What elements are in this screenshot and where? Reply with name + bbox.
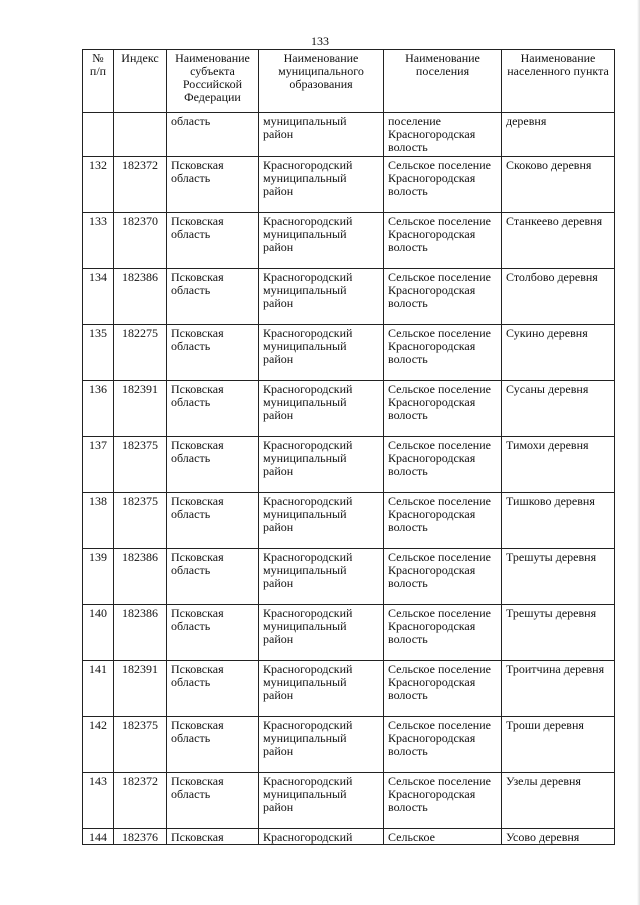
header-municipality: Наименование муниципального образования [259,50,384,113]
cell-number: 135 [83,325,114,381]
cell-index [114,113,167,157]
cell-locality: деревня [502,113,615,157]
table-row [83,773,615,829]
cell-index: 182391 [114,661,167,717]
cell-subject: Псковская область [167,661,259,717]
cell-subject: Псковская область [167,157,259,213]
cell-municipality: Красногородский муниципальный район [259,549,384,605]
table-row [83,605,615,661]
cell-number [83,113,114,157]
cell-index: 182375 [114,717,167,773]
table-row [83,325,615,381]
cell-subject: Псковская область [167,773,259,829]
cell-number: 141 [83,661,114,717]
cell-number: 144 [83,829,114,845]
cell-municipality: Красногородский муниципальный район [259,437,384,493]
cell-municipality: Красногородский муниципальный район [259,493,384,549]
cell-municipality: Красногородский муниципальный район [259,381,384,437]
cell-number: 139 [83,549,114,605]
table-row [83,549,615,605]
cell-settlement: Сельское поселение Красногородская волость [384,605,502,661]
cell-index: 182275 [114,325,167,381]
cell-locality: Сукино деревня [502,325,615,381]
cell-subject: Псковская область [167,605,259,661]
cell-settlement: поселение Красногородская волость [384,113,502,157]
cell-index: 182391 [114,381,167,437]
table-row [83,437,615,493]
cell-index: 182372 [114,773,167,829]
table-row [83,661,615,717]
header-subject: Наименование субъекта Российской Федерации [167,50,259,113]
cell-settlement: Сельское поселение Красногородская волость [384,213,502,269]
cell-locality: Столбово деревня [502,269,615,325]
header-locality: Наименование населенного пункта [502,50,615,113]
cell-index: 182386 [114,549,167,605]
cell-municipality: Красногородский муниципальный район [259,773,384,829]
cell-settlement: Сельское поселение Красногородская волость [384,549,502,605]
cell-locality: Узелы деревня [502,773,615,829]
cell-municipality: Красногородский муниципальный район [259,325,384,381]
cell-locality: Троитчина деревня [502,661,615,717]
cell-number: 138 [83,493,114,549]
cell-locality: Тимохи деревня [502,437,615,493]
cell-number: 137 [83,437,114,493]
cell-subject: Псковская область [167,717,259,773]
table-header-row [83,50,615,113]
cell-index: 182386 [114,269,167,325]
cell-settlement: Сельское поселение Красногородская волость [384,157,502,213]
table-row [83,157,615,213]
cell-municipality: Красногородский муниципальный район [259,661,384,717]
cell-index: 182372 [114,157,167,213]
cell-municipality: муниципальный район [259,113,384,157]
cell-locality: Тишково деревня [502,493,615,549]
cell-locality: Троши деревня [502,717,615,773]
cell-index: 182376 [114,829,167,845]
cell-index: 182375 [114,493,167,549]
cell-locality: Скоково деревня [502,157,615,213]
cell-municipality: Красногородский [259,829,384,845]
cell-settlement: Сельское поселение Красногородская волость [384,381,502,437]
cell-settlement: Сельское поселение Красногородская волость [384,269,502,325]
cell-number: 136 [83,381,114,437]
cell-settlement: Сельское поселение Красногородская волость [384,661,502,717]
cell-locality: Трешуты деревня [502,549,615,605]
cell-subject: Псковская область [167,381,259,437]
cell-subject: Псковская область [167,493,259,549]
cell-number: 134 [83,269,114,325]
table-row [83,213,615,269]
settlements-table [82,49,615,845]
cell-locality: Усово деревня [502,829,615,845]
cell-index: 182386 [114,605,167,661]
cell-index: 182370 [114,213,167,269]
table-row [83,829,615,845]
cell-municipality: Красногородский муниципальный район [259,605,384,661]
cell-settlement: Сельское поселение Красногородская волость [384,493,502,549]
cell-settlement: Сельское поселение Красногородская волость [384,717,502,773]
table-row-continuation [83,113,615,157]
page-number: 133 [311,34,329,48]
header-index: Индекс [114,50,167,113]
table-row [83,381,615,437]
cell-subject: Псковская область [167,325,259,381]
cell-number: 140 [83,605,114,661]
cell-subject: Псковская область [167,437,259,493]
table-row [83,493,615,549]
cell-municipality: Красногородский муниципальный район [259,213,384,269]
cell-municipality: Красногородский муниципальный район [259,269,384,325]
cell-subject: Псковская область [167,269,259,325]
cell-locality: Трешуты деревня [502,605,615,661]
header-number: № п/п [83,50,114,113]
cell-locality: Станкеево деревня [502,213,615,269]
cell-subject: Псковская [167,829,259,845]
cell-number: 143 [83,773,114,829]
table-row [83,717,615,773]
cell-settlement: Сельское поселение Красногородская волость [384,437,502,493]
cell-municipality: Красногородский муниципальный район [259,717,384,773]
cell-number: 142 [83,717,114,773]
table-row [83,269,615,325]
cell-settlement: Сельское [384,829,502,845]
header-settlement: Наименование поселения [384,50,502,113]
cell-subject: область [167,113,259,157]
cell-settlement: Сельское поселение Красногородская волость [384,773,502,829]
cell-index: 182375 [114,437,167,493]
cell-municipality: Красногородский муниципальный район [259,157,384,213]
cell-number: 133 [83,213,114,269]
cell-settlement: Сельское поселение Красногородская волость [384,325,502,381]
cell-subject: Псковская область [167,213,259,269]
cell-number: 132 [83,157,114,213]
cell-subject: Псковская область [167,549,259,605]
cell-locality: Сусаны деревня [502,381,615,437]
